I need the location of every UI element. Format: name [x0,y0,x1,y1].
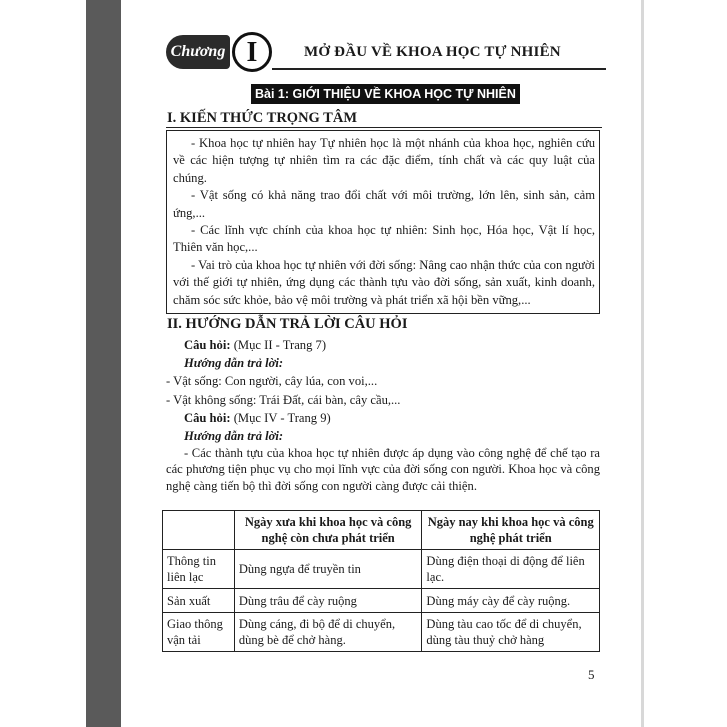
table-cell: Dùng máy cày để cày ruộng. [422,589,600,613]
table-header-cell: Ngày xưa khi khoa học và công nghệ còn chưa phát triển [234,511,422,550]
section1-heading: I. KIẾN THỨC TRỌNG TÂM [167,110,358,126]
table-cell: Dùng ngựa để truyền tin [234,550,422,589]
chapter-label: Chương [170,43,226,60]
table-cell: Dùng trâu để cày ruộng [234,589,422,613]
knowledge-paragraph: - Vai trò của khoa học tự nhiên với đời sống: Nâng cao nhận thức của con người với thế giới tự nhiên, ứng dụng các thành tựu vào đời sống, sản xuất, kinh doanh, chăm sóc sức khỏe, bảo vệ môi trường và phát triển xã hội bền vững,... [173,257,595,307]
key-knowledge-box [166,130,600,314]
table-cell: Dùng cáng, đi bộ để di chuyển, dùng bè để chở hàng. [234,613,422,652]
table-header-cell [163,511,235,550]
section1-rule [166,127,602,128]
answer-guide-label: Hướng dẫn trả lời: [184,429,284,444]
answer-line: - Vật không sống: Trái Đất, cái bàn, cây cầu,... [166,392,401,407]
page-number: 5 [588,667,595,682]
section2-heading: II. HƯỚNG DẪN TRẢ LỜI CÂU HỎI [167,316,408,332]
chapter-underline [272,68,606,70]
answers-block [166,336,600,494]
chapter-header [166,32,606,74]
question-label: Câu hỏi: [184,338,231,352]
question-line [166,336,600,354]
lesson-title: Bài 1: GIỚI THIỆU VỀ KHOA HỌC TỰ NHIÊN [251,84,520,104]
knowledge-paragraph: - Khoa học tự nhiên hay Tự nhiên học là một nhánh của khoa học, nghiên cứu về các hiện tượng tự nhiên tìm ra các đặc điểm, tính chất và các quy luật của chúng. [173,136,595,185]
table-cell: Dùng tàu cao tốc để di chuyển, dùng tàu thuỷ chở hàng [422,613,600,652]
book-spine-shadow [86,0,121,727]
answer-line: - Vật sống: Con người, cây lúa, con voi,... [166,374,378,389]
answer-guide-label: Hướng dẫn trả lời: [184,356,284,371]
question-label: Câu hỏi: [184,410,231,425]
table-row [163,550,600,589]
page-edge [641,0,644,727]
key-knowledge-text [173,135,595,309]
table-row [163,613,600,652]
chapter-number-circle [232,32,272,72]
knowledge-paragraph: - Các lĩnh vực chính của khoa học tự nhiên: Sinh học, Hóa học, Vật lí học, Thiên văn học,... [173,223,595,255]
comparison-table [162,510,600,652]
chapter-number: I [246,37,258,68]
chapter-label-badge [166,35,230,69]
question-ref: (Mục IV - Trang 9) [230,410,331,425]
chapter-title: MỞ ĐẦU VỀ KHOA HỌC TỰ NHIÊN [304,44,561,60]
table-cell: Giao thông vận tải [163,613,235,652]
table-cell: Dùng điện thoại di động để liên lạc. [422,550,600,589]
answer-paragraph: - Các thành tựu của khoa học tự nhiên được áp dụng vào công nghệ để chế tạo ra các phương tiện phục vụ cho mọi lĩnh vực của đời sống con người. Khoa học và công nghệ càng tiến bộ thì đời sống con người càng được cải thiện. [166,446,600,493]
knowledge-paragraph: - Vật sống có khả năng trao đổi chất với môi trường, lớn lên, sinh sản, cảm ứng,... [173,188,595,220]
table-header-cell: Ngày nay khi khoa học và công nghệ phát triển [422,511,600,550]
question-line [166,409,600,427]
table-cell: Sản xuất [163,589,235,613]
table-header-row [163,511,600,550]
table-cell: Thông tin liên lạc [163,550,235,589]
question-ref: (Mục II - Trang 7) [230,338,327,352]
table-row [163,589,600,613]
